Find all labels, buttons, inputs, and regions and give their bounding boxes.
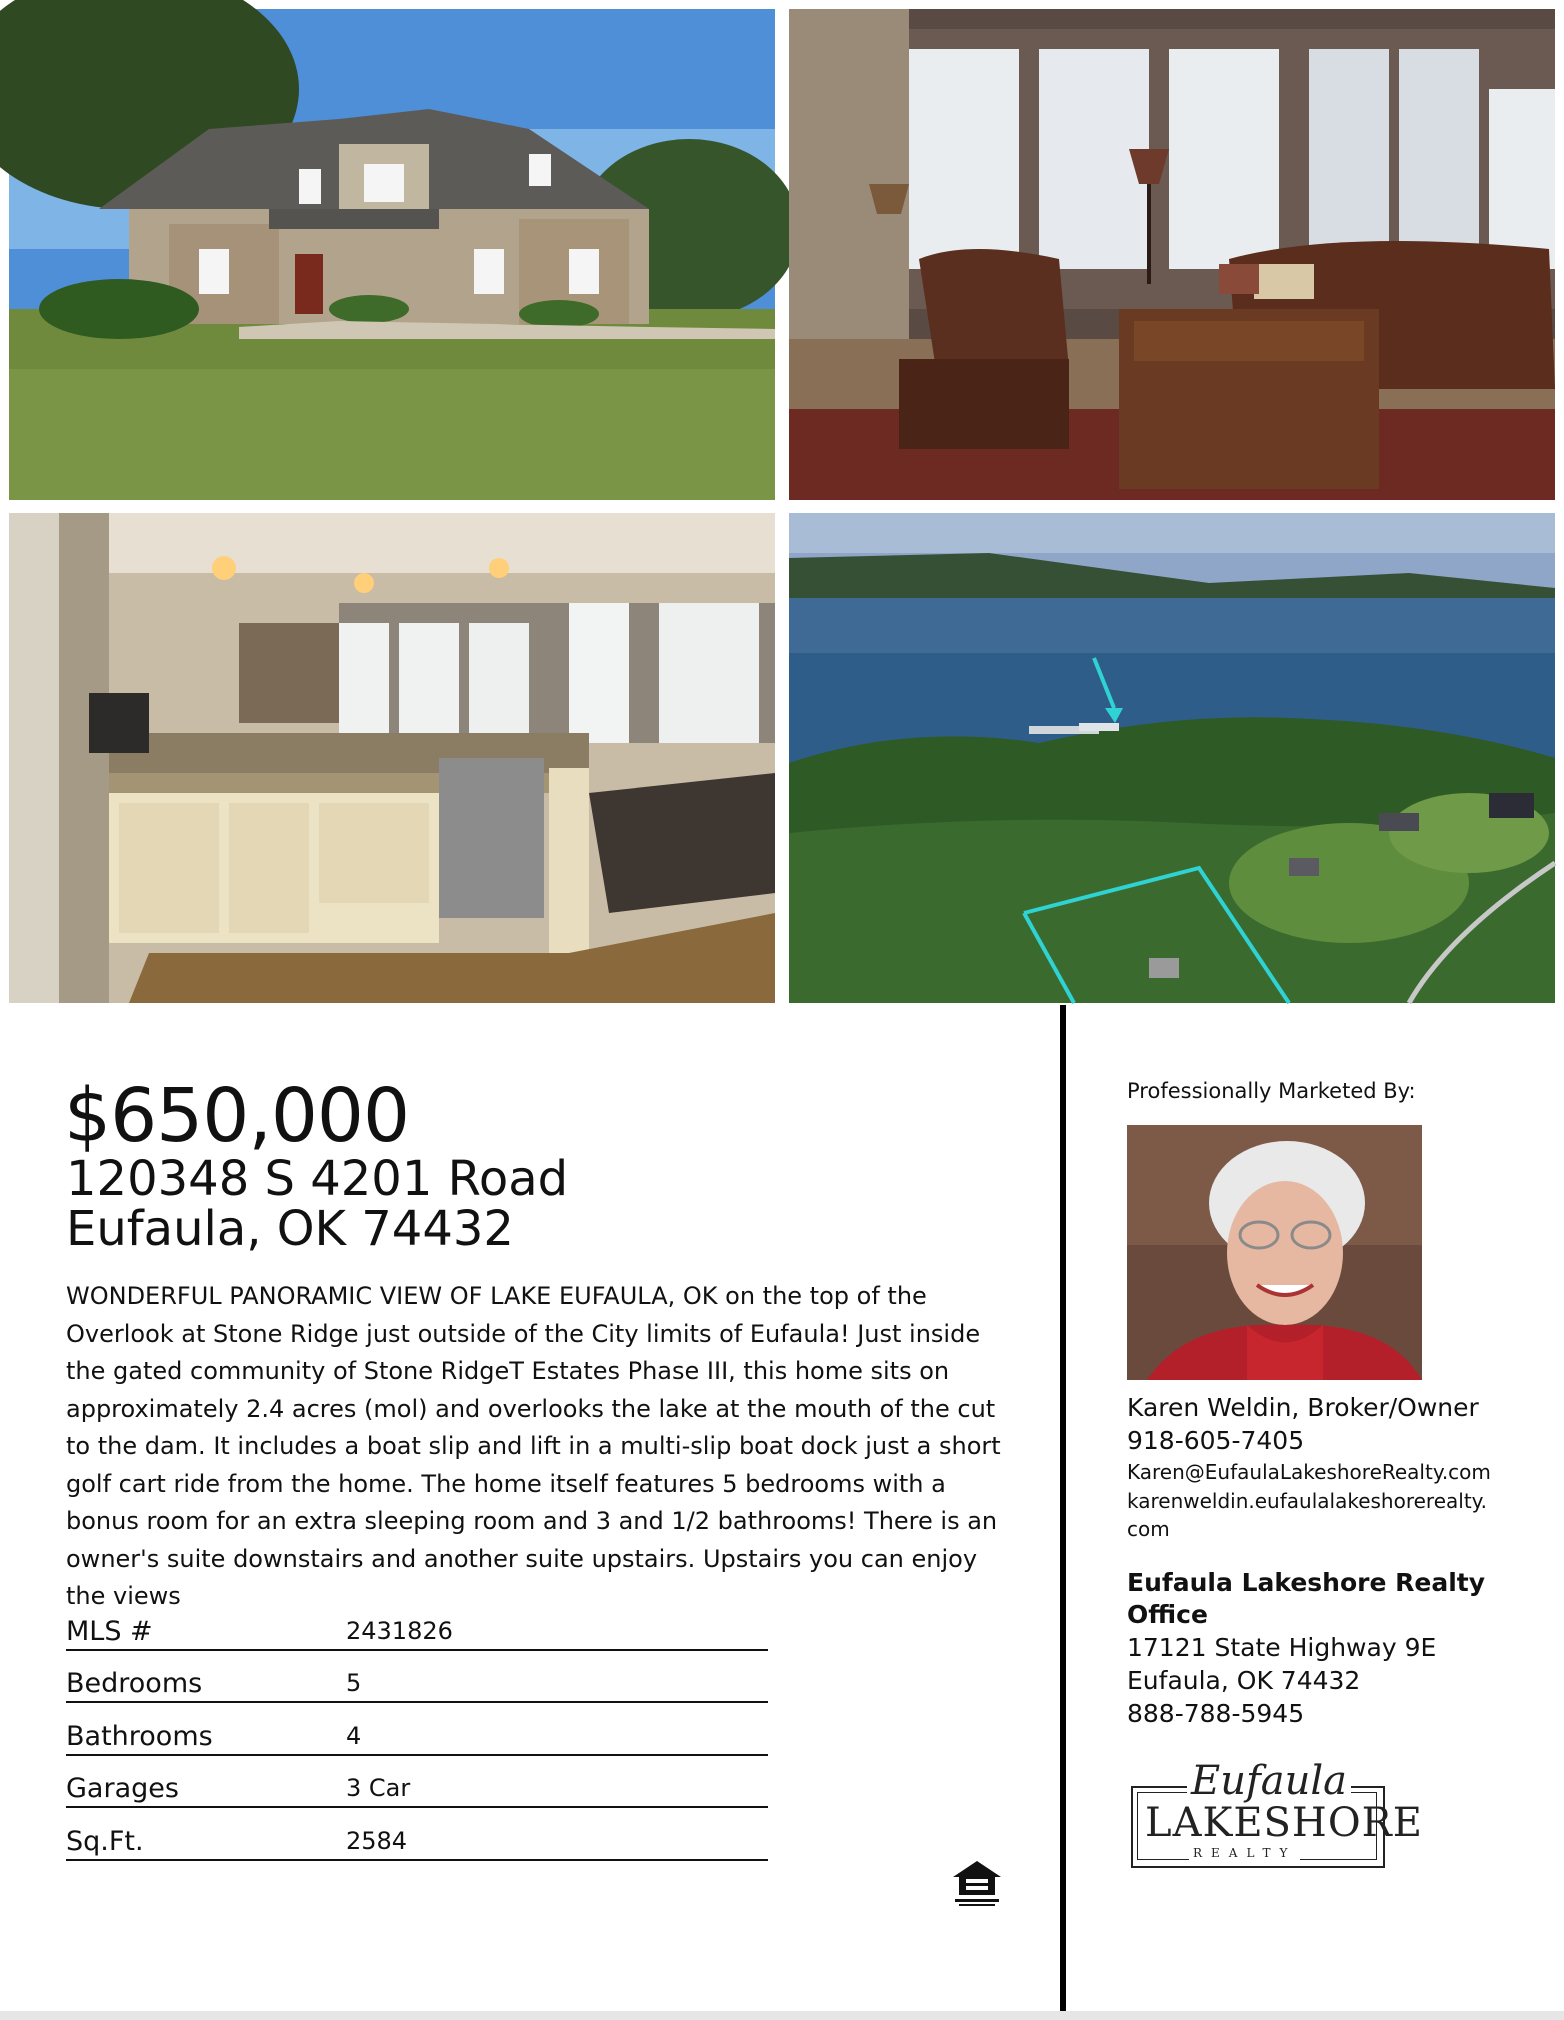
office-phone: 888-788-5945 — [1127, 1699, 1305, 1728]
kitchen-photo — [9, 513, 775, 1003]
fact-value: 5 — [346, 1669, 362, 1697]
office-name: Eufaula Lakeshore Realty Office — [1127, 1568, 1486, 1629]
fact-row-bathrooms — [66, 1703, 768, 1756]
fact-value: 3 Car — [346, 1774, 411, 1802]
fact-label: Bedrooms — [66, 1668, 203, 1699]
office-address-line-2: Eufaula, OK 74432 — [1127, 1666, 1361, 1695]
agent-phone: 918-605-7405 — [1127, 1426, 1305, 1455]
company-logo — [1125, 1758, 1423, 1870]
logo-main-text: LAKESHORE — [1145, 1800, 1423, 1846]
fact-label: Garages — [66, 1773, 179, 1804]
fact-row-bedrooms — [66, 1651, 768, 1704]
living-room-photo — [789, 9, 1555, 500]
fact-value: 4 — [346, 1721, 362, 1750]
fact-row-garages — [66, 1756, 768, 1809]
agent-name: Karen Weldin, Broker/Owner — [1127, 1393, 1479, 1422]
fact-value: 2431826 — [346, 1616, 453, 1645]
address-line-1: 120348 S 4201 Road — [66, 1151, 569, 1207]
agent-headshot — [1127, 1125, 1422, 1380]
home-exterior-photo — [9, 9, 775, 500]
agent-email: Karen@EufaulaLakeshoreRealty.com — [1127, 1460, 1491, 1484]
office-address-line-1: 17121 State Highway 9E — [1127, 1633, 1437, 1662]
listing-price: $650,000 — [64, 1073, 410, 1159]
logo-script-text: Eufaula — [1187, 1758, 1351, 1804]
marketed-by-label: Professionally Marketed By: — [1127, 1079, 1416, 1103]
logo-sub-text: REALTY — [1189, 1846, 1300, 1860]
address-line-2: Eufaula, OK 74432 — [66, 1201, 514, 1257]
listing-description: WONDERFUL PANORAMIC VIEW OF LAKE EUFAULA, OK on the top of the Overlook at Stone Ridge just outside of the City limits of Eufaula! Just inside the gated community of Stone RidgeT Estates Phase III, this home sits on approximately 2.4 acres (mol) and overlooks the lake at the mouth of the cut to the dam. It includes a boat slip and lift in a multi-slip boat dock just a short golf cart ride from the home. The home itself features 5 bedrooms with a bonus room for an extra sleeping room and 3 and 1/2 bathrooms! There is an owner's suite downstairs and another suite upstairs. Upstairs you can enjoy the views — [66, 1282, 1001, 1610]
agent-website: karenweldin.eufaulalakeshorerealty.com — [1127, 1489, 1488, 1541]
facts-table — [66, 1598, 768, 1861]
aerial-lake-photo — [789, 513, 1555, 1003]
fact-label: Bathrooms — [66, 1720, 213, 1752]
page-bottom-strip — [0, 2011, 1564, 2020]
fact-value: 2584 — [346, 1826, 408, 1855]
fact-label: Sq.Ft. — [66, 1825, 144, 1857]
fact-row-sqft — [66, 1808, 768, 1861]
fact-label: MLS # — [66, 1615, 153, 1647]
column-divider — [1060, 1005, 1066, 2011]
equal-housing-opportunity-icon — [951, 1859, 1003, 1909]
fact-row-mls — [66, 1598, 768, 1651]
